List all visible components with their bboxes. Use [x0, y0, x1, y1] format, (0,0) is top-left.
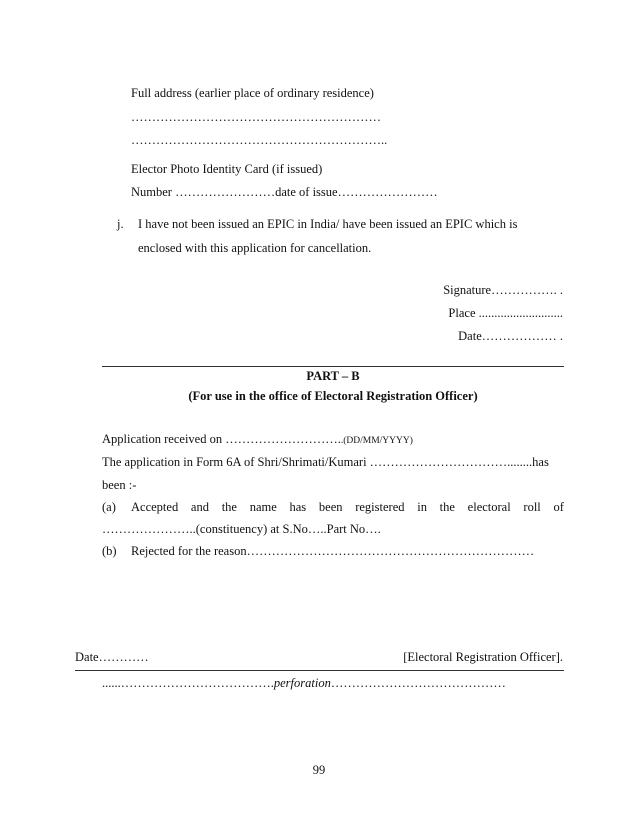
item-j-line-2: enclosed with this application for cancellation.: [138, 241, 372, 255]
page-number: 99: [312, 763, 326, 777]
address-line-1: ……………………………………………………: [131, 110, 381, 124]
item-a-word: the: [221, 500, 237, 514]
officer-signature-label: [Electoral Registration Officer].: [403, 650, 563, 664]
item-b-text: Rejected for the reason……………………………………………………………: [131, 544, 535, 558]
footer-date: Date…………: [75, 650, 149, 664]
place-line: Place ...........................: [448, 306, 563, 320]
item-a-line-2: …………………..(constituency) at S.No…..Part No….: [102, 522, 381, 536]
perforation-left: ......……………………………….: [102, 676, 274, 690]
received-line: [102, 432, 413, 448]
perforation-right: ……………………………………: [330, 676, 506, 690]
item-j-line-1: I have not been issued an EPIC in India/ have been issued an EPIC which is: [138, 217, 518, 231]
full-address-label: Full address (earlier place of ordinary residence): [131, 86, 374, 100]
perforation-line: [102, 676, 506, 690]
item-a-word: has: [289, 500, 307, 514]
number-label: Number: [131, 185, 172, 199]
item-a-line-1: [131, 500, 564, 514]
item-a-marker: (a): [102, 500, 116, 514]
item-a-word: been: [318, 500, 343, 514]
perforation-word: perforation: [273, 676, 331, 690]
date-of-issue-label: date of issue: [275, 185, 338, 199]
item-a-word: registered: [355, 500, 405, 514]
received-prefix: Application received on ……………………….: [102, 432, 341, 446]
number-dots: ……………………: [175, 185, 276, 199]
epic-label: Elector Photo Identity Card (if issued): [131, 162, 323, 176]
signature-line: Signature……………. .: [443, 283, 563, 297]
item-a-word: Accepted: [131, 500, 179, 514]
item-a-word: in: [417, 500, 427, 514]
item-j-marker: j.: [117, 217, 124, 231]
form-line-1: The application in Form 6A of Shri/Shrimati/Kumari ……………………………........has: [102, 455, 549, 469]
item-a-word: name: [249, 500, 277, 514]
item-a-word: the: [439, 500, 455, 514]
date-of-issue-dots: ……………………: [337, 185, 438, 199]
footer-divider: [75, 670, 564, 671]
form-line-2: been :-: [102, 478, 137, 492]
section-divider: [102, 366, 564, 367]
address-line-2: ……………………………………………………..: [131, 133, 388, 147]
item-a-word: and: [190, 500, 209, 514]
item-a-word: electoral: [467, 500, 511, 514]
item-a-word: of: [553, 500, 564, 514]
item-a-word: roll: [523, 500, 541, 514]
part-b-subtitle: (For use in the office of Electoral Registration Officer): [188, 389, 478, 403]
item-b-marker: (b): [102, 544, 117, 558]
epic-number-line: [131, 185, 438, 199]
received-date-format: .(DD/MM/YYYY): [340, 436, 413, 446]
part-b-title: PART – B: [306, 369, 360, 383]
date-line: Date……………… .: [458, 329, 563, 343]
